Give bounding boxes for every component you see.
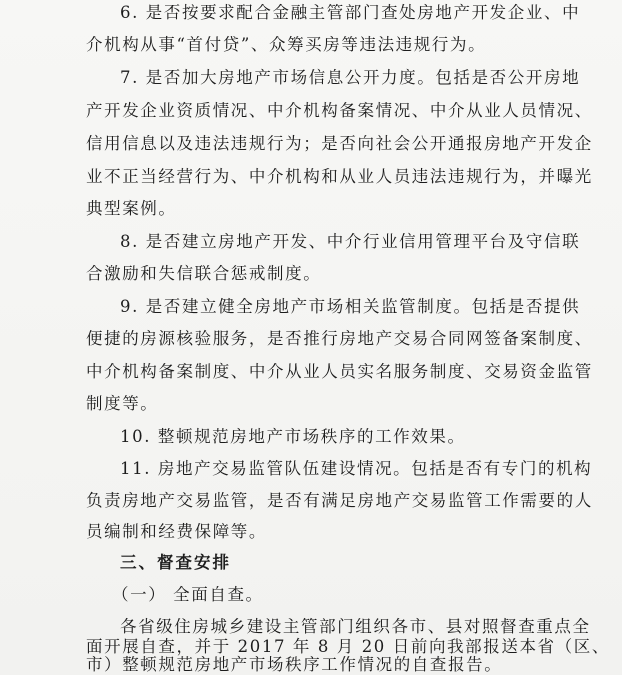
text-line-item7-1: 7. 是否加大房地产市场信息公开力度。包括是否公开房地 (120, 68, 581, 87)
text-line-item8-2: 合激励和失信联合惩戒制度。 (86, 264, 322, 283)
text-line-item9-1: 9. 是否建立健全房地产市场相关监管制度。包括是否提供 (120, 297, 581, 316)
text-line-item11-1: 11. 房地产交易监管队伍建设情况。包括是否有专门的机构 (120, 459, 593, 478)
text-line-item8-1: 8. 是否建立房地产开发、中介行业信用管理平台及守信联 (120, 232, 581, 251)
text-line-item9-2: 便捷的房源核验服务，是否推行房地产交易合同网签备案制度、 (86, 329, 593, 348)
text-line-item7-2: 产开发企业资质情况、中介机构备案情况、中介从业人员情况、 (86, 101, 593, 120)
text-line-item7-4: 业不正当经营行为、中介机构和从业人员违法违规行为，并曝光 (86, 167, 593, 186)
text-line-item11-2: 负责房地产交易监管，是否有满足房地产交易监管工作需要的人 (86, 491, 593, 510)
text-line-item7-3: 信用信息以及违法违规行为；是否向社会公开通报房地产开发企 (86, 134, 593, 153)
text-line-item6-2: 介机构从事“首付贷”、众筹买房等违法违规行为。 (86, 35, 487, 54)
text-line-selfcheck-1: 各省级住房城乡建设主管部门组织各市、县对照督查重点全 (120, 617, 591, 636)
text-line-selfcheck-2: 面开展自查，并于 2017 年 8 月 20 日前向我部报送本省（区、 (86, 637, 610, 656)
text-line-item9-4: 制度等。 (86, 394, 159, 413)
text-line-item6-1: 6. 是否按要求配合金融主管部门查处房地产开发企业、中 (120, 3, 581, 22)
section-heading: 三、督查安排 (120, 553, 231, 572)
text-line-item7-5: 典型案例。 (86, 199, 177, 218)
text-line-item9-3: 中介机构备案制度、中介从业人员实名服务制度、交易资金监管 (86, 362, 593, 381)
text-line-item10: 10. 整顿规范房地产市场秩序的工作效果。 (120, 427, 466, 446)
text-line-item11-3: 员编制和经费保障等。 (86, 522, 267, 541)
subsection-heading: （一） 全面自查。 (112, 585, 264, 604)
text-line-selfcheck-3: 市）整顿规范房地产市场秩序工作情况的自查报告。 (86, 655, 503, 674)
